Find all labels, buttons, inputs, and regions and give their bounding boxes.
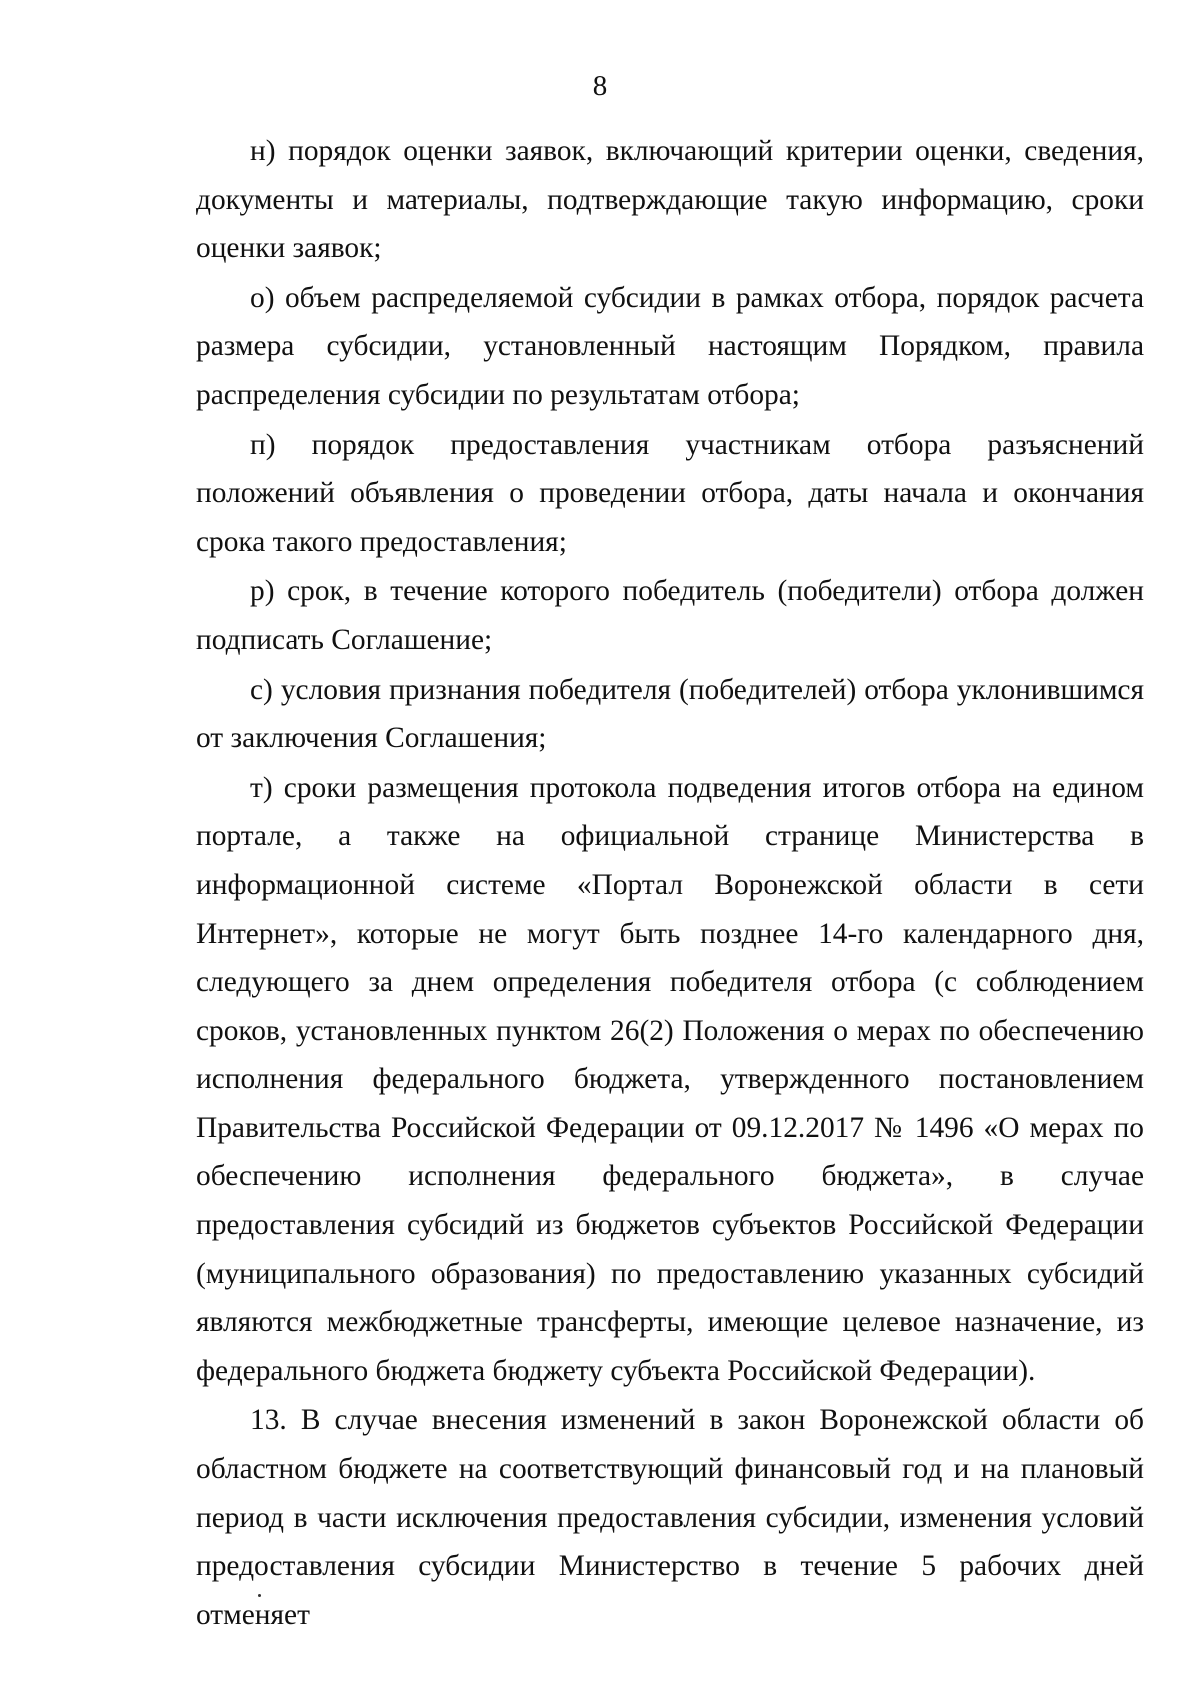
scan-speck bbox=[258, 1594, 261, 1597]
paragraph-n: н) порядок оценки заявок, включающий критерии оценки, сведения, документы и материалы, подтверждающие такую информацию, сроки оценки заявок; bbox=[196, 135, 1144, 265]
document-body bbox=[196, 127, 1144, 1640]
paragraph-r: р) срок, в течение которого победитель (победители) отбора должен подписать Соглашение; bbox=[196, 575, 1144, 656]
paragraph-13: 13. В случае внесения изменений в закон Воронежской области об областном бюджете на соответствующий финансовый год и на плановый период в части исключения предоставления субсидии, изменения условий предоставления субсидии Министерство в течение 5 рабочих дней отменяет bbox=[196, 1404, 1144, 1631]
paragraph-t: т) сроки размещения протокола подведения итогов отбора на едином портале, а также на официальной странице Министерства в информационной системе «Портал Воронежской области в сети Интернет», которые не могут быть позднее 14-го календарного дня, следующего за днем определения победителя отбора (с соблюдением сроков, установленных пунктом 26(2) Положения о мерах по обеспечению исполнения федерального бюджета, утвержденного постановлением Правительства Российской Федерации от 09.12.2017 № 1496 «О мерах по обеспечению исполнения федерального бюджета», в случае предоставления субсидий из бюджетов субъектов Российской Федерации (муниципального образования) по предоставлению указанных субсидий являются межбюджетные трансферты, имеющие целевое назначение, из федерального бюджета бюджету субъекта Российской Федерации). bbox=[196, 771, 1144, 1387]
paragraph-p: п) порядок предоставления участникам отбора разъяснений положений объявления о проведении отбора, даты начала и окончания срока такого предоставления; bbox=[196, 428, 1144, 558]
paragraph-s: с) условия признания победителя (победителей) отбора уклонившимся от заключения Соглашения; bbox=[196, 673, 1144, 755]
paragraph-o: о) объем распределяемой субсидии в рамках отбора, порядок расчета размера субсидии, установленный настоящим Порядком, правила распределения субсидии по результатам отбора; bbox=[196, 281, 1144, 411]
page-number: 8 bbox=[592, 70, 608, 102]
